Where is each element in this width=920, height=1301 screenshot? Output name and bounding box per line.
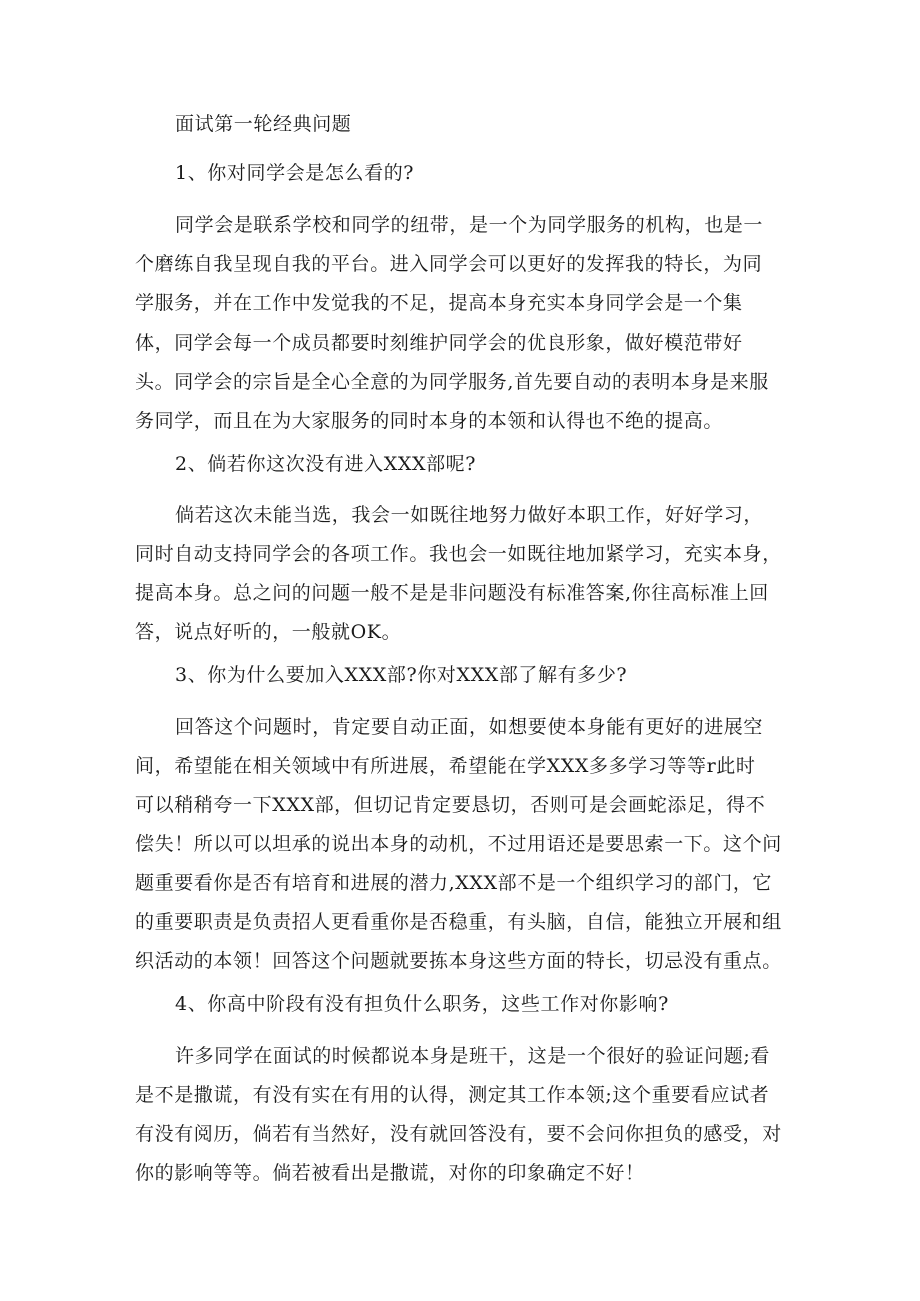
paragraph-line: 织活动的本领！回答这个问题就要拣本身这些方面的特长，切忌没有重点。	[135, 950, 782, 972]
paragraph-line: 头。同学会的宗旨是全心全意的为同学服务,首先要自动的表明本身是来服	[135, 371, 769, 393]
paragraph-line: 题重要看你是否有培育和进展的潜力,XXX部不是一个组织学习的部门，它	[135, 872, 773, 894]
paragraph-line: 个磨练自我呈现自我的平台。进入同学会可以更好的发挥我的特长，为同	[135, 253, 763, 275]
paragraph-line: 答，说点好听的，一般就OK。	[135, 621, 402, 643]
paragraph-line: 有没有阅历，倘若有当然好，没有就回答没有，要不会问你担负的感受，对	[135, 1123, 782, 1145]
question-heading: 1、你对同学会是怎么看的?	[175, 162, 415, 184]
paragraph-line: 倘若这次未能当选，我会一如既往地努力做好本职工作，好好学习，	[175, 504, 764, 526]
paragraph-line: 间，希望能在相关领域中有所进展，希望能在学XXX多多学习等等r此时	[135, 755, 756, 777]
document-title: 面试第一轮经典问题	[175, 113, 352, 135]
question-heading: 2、倘若你这次没有进入XXX部呢?	[175, 453, 477, 475]
paragraph-line: 可以稍稍夸一下XXX部，但切记肯定要恳切，否则可是会画蛇添足，得不	[135, 794, 766, 816]
paragraph-line: 务同学，而且在为大家服务的同时本身的本领和认得也不绝的提高。	[135, 410, 724, 432]
paragraph-line: 同学会是联系学校和同学的纽带，是一个为同学服务的机构，也是一	[175, 214, 764, 236]
paragraph-line: 同时自动支持同学会的各项工作。我也会一如既往地加紧学习，充实本身，	[135, 543, 782, 565]
paragraph-line: 许多同学在面试的时候都说本身是班干，这是一个很好的验证问题;看	[175, 1045, 771, 1067]
question-heading: 4、你高中阶段有没有担负什么职务，这些工作对你影响?	[175, 993, 669, 1015]
paragraph-line: 你的影响等等。倘若被看出是撒谎，对你的印象确定不好！	[135, 1162, 645, 1184]
paragraph-line: 体，同学会每一个成员都要时刻维护同学会的优良形象，做好模范带好	[135, 332, 743, 354]
paragraph-line: 的重要职责是负责招人更看重你是否稳重，有头脑，自信，能独立开展和组	[135, 911, 782, 933]
paragraph-line: 偿失！所以可以坦承的说出本身的动机，不过用语还是要思索一下。这个问	[135, 833, 782, 855]
paragraph-line: 回答这个问题时，肯定要自动正面，如想要使本身能有更好的进展空	[175, 716, 764, 738]
paragraph-line: 是不是撒谎，有没有实在有用的认得，测定其工作本领;这个重要看应试者	[135, 1084, 770, 1106]
paragraph-line: 提高本身。总之问的问题一般不是是非问题没有标准答案,你往高标准上回	[135, 582, 769, 604]
paragraph-line: 学服务，并在工作中发觉我的不足，提高本身充实本身同学会是一个集	[135, 292, 743, 314]
question-heading: 3、你为什么要加入XXX部?你对XXX部了解有多少?	[175, 664, 628, 686]
